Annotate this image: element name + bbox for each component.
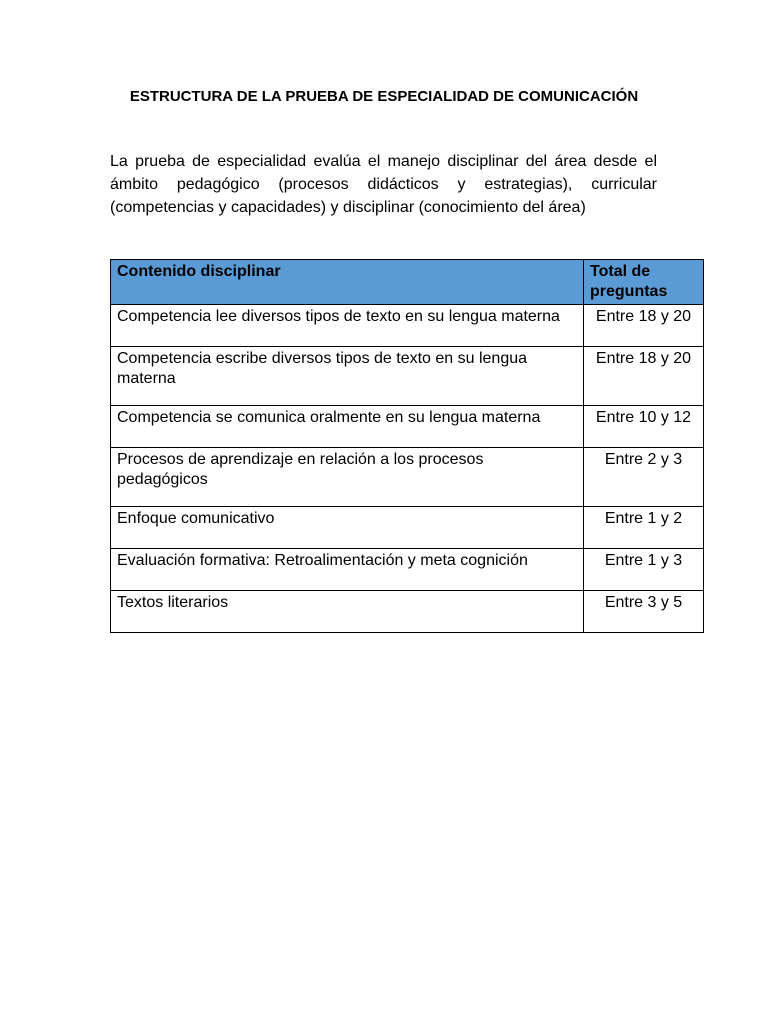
row-content: Enfoque comunicativo	[111, 507, 584, 549]
header-contenido: Contenido disciplinar	[111, 260, 584, 305]
intro-paragraph: La prueba de especialidad evalúa el manejo disciplinar del área desde el ámbito pedagógico (procesos didácticos y estrategias), curricular (competencias y capacidades) y disciplinar (conocimiento del área)	[110, 153, 657, 216]
content-table	[110, 259, 704, 633]
row-total: Entre 3 y 5	[584, 591, 704, 633]
row-content: Competencia escribe diversos tipos de texto en su lengua materna	[111, 347, 584, 406]
table-row	[111, 549, 704, 591]
table-row	[111, 347, 704, 406]
table-header-row	[111, 260, 704, 305]
table-row	[111, 591, 704, 633]
row-total: Entre 18 y 20	[584, 347, 704, 406]
row-content: Competencia se comunica oralmente en su lengua materna	[111, 406, 584, 448]
table-row	[111, 507, 704, 549]
row-content: Competencia lee diversos tipos de texto en su lengua materna	[111, 305, 584, 347]
row-content: Evaluación formativa: Retroalimentación y meta cognición	[111, 549, 584, 591]
table-row	[111, 406, 704, 448]
row-total: Entre 1 y 2	[584, 507, 704, 549]
row-total: Entre 10 y 12	[584, 406, 704, 448]
table-row	[111, 448, 704, 507]
page-title: ESTRUCTURA DE LA PRUEBA DE ESPECIALIDAD DE COMUNICACIÓN	[129, 88, 639, 105]
row-total: Entre 1 y 3	[584, 549, 704, 591]
row-content: Procesos de aprendizaje en relación a los procesos pedagógicos	[111, 448, 584, 507]
row-total: Entre 18 y 20	[584, 305, 704, 347]
row-content: Textos literarios	[111, 591, 584, 633]
header-total: Total de preguntas	[584, 260, 704, 305]
table-row	[111, 305, 704, 347]
row-total: Entre 2 y 3	[584, 448, 704, 507]
